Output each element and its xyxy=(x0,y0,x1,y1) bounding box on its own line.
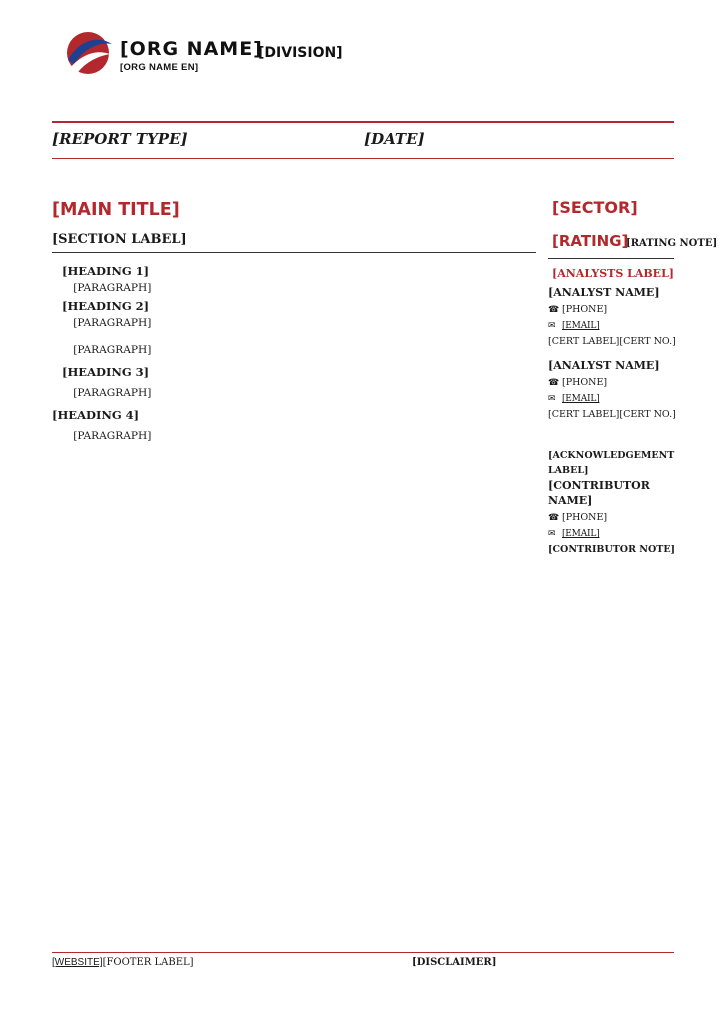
section-heading-investment: [HEADING 3] xyxy=(62,365,150,379)
section-heading-analysis: [HEADING 2] xyxy=(62,299,150,313)
section-heading-risk: [HEADING 4] xyxy=(52,408,140,422)
company-logo-icon xyxy=(62,30,114,76)
report-title: [MAIN TITLE] xyxy=(52,200,180,220)
analyst-card xyxy=(548,358,678,422)
analyst-heading: [ANALYSTS LABEL] xyxy=(552,267,675,280)
phone-icon: ☎ xyxy=(548,305,560,315)
paragraph: [PARAGRAPH] xyxy=(73,344,152,356)
analyst-name: [ANALYST NAME] xyxy=(548,286,660,299)
analyst-phone: [PHONE] xyxy=(562,377,608,388)
header-rule-bottom xyxy=(52,158,674,159)
footer-rule xyxy=(52,952,674,953)
paragraph: [PARAGRAPH] xyxy=(73,430,152,442)
cert-label: [CERT LABEL] xyxy=(548,336,620,347)
analyst-name: [ANALYST NAME] xyxy=(548,359,660,372)
sidebar-divider xyxy=(548,258,674,259)
report-date: [DATE] xyxy=(364,130,425,148)
email-icon: ✉ xyxy=(548,394,556,404)
company-name-en: [ORG NAME EN] xyxy=(120,62,199,73)
contributor-name: [CONTRIBUTOR NAME] xyxy=(548,479,650,507)
header-rule-top xyxy=(52,121,674,123)
title-divider xyxy=(52,252,536,253)
company-name-cn: [ORG NAME] xyxy=(120,38,263,60)
report-type: [REPORT TYPE] xyxy=(52,130,188,148)
cert-number: [CERT NO.] xyxy=(619,409,676,420)
contributor-note: [CONTRIBUTOR NOTE] xyxy=(548,544,676,555)
paragraph: [PARAGRAPH] xyxy=(73,387,152,399)
email-icon: ✉ xyxy=(548,321,556,331)
footer-left xyxy=(52,957,194,968)
website-link[interactable]: [WEBSITE] xyxy=(52,957,103,968)
email-icon: ✉ xyxy=(548,529,556,539)
phone-icon: ☎ xyxy=(548,378,560,388)
rating-note: [RATING NOTE] xyxy=(626,238,718,249)
contributor-email[interactable]: [EMAIL] xyxy=(562,529,600,539)
analyst-email[interactable]: [EMAIL] xyxy=(562,394,600,404)
contributor-card xyxy=(548,448,678,557)
analyst-card xyxy=(548,285,678,349)
analyst-phone: [PHONE] xyxy=(562,304,608,315)
analyst-email[interactable]: [EMAIL] xyxy=(562,321,600,331)
core-viewpoint-label: [SECTION LABEL] xyxy=(52,232,187,247)
footer-disclaimer: [DISCLAIMER] xyxy=(412,957,497,968)
institute-label: [DIVISION] xyxy=(258,45,343,61)
contributor-phone: [PHONE] xyxy=(562,512,608,523)
report-body xyxy=(52,262,536,445)
footer-label: [FOOTER LABEL] xyxy=(102,957,194,968)
cert-label: [CERT LABEL] xyxy=(548,409,620,420)
paragraph: [PARAGRAPH] xyxy=(73,282,152,294)
rating-label: [RATING] xyxy=(552,232,629,250)
paragraph: [PARAGRAPH] xyxy=(73,317,152,329)
section-heading-event: [HEADING 1] xyxy=(62,264,150,278)
phone-icon: ☎ xyxy=(548,513,560,523)
cert-number: [CERT NO.] xyxy=(619,336,676,347)
sector-label: [SECTOR] xyxy=(552,198,638,217)
special-thanks-label: [ACKNOWLEDGEMENT LABEL] xyxy=(548,450,675,476)
